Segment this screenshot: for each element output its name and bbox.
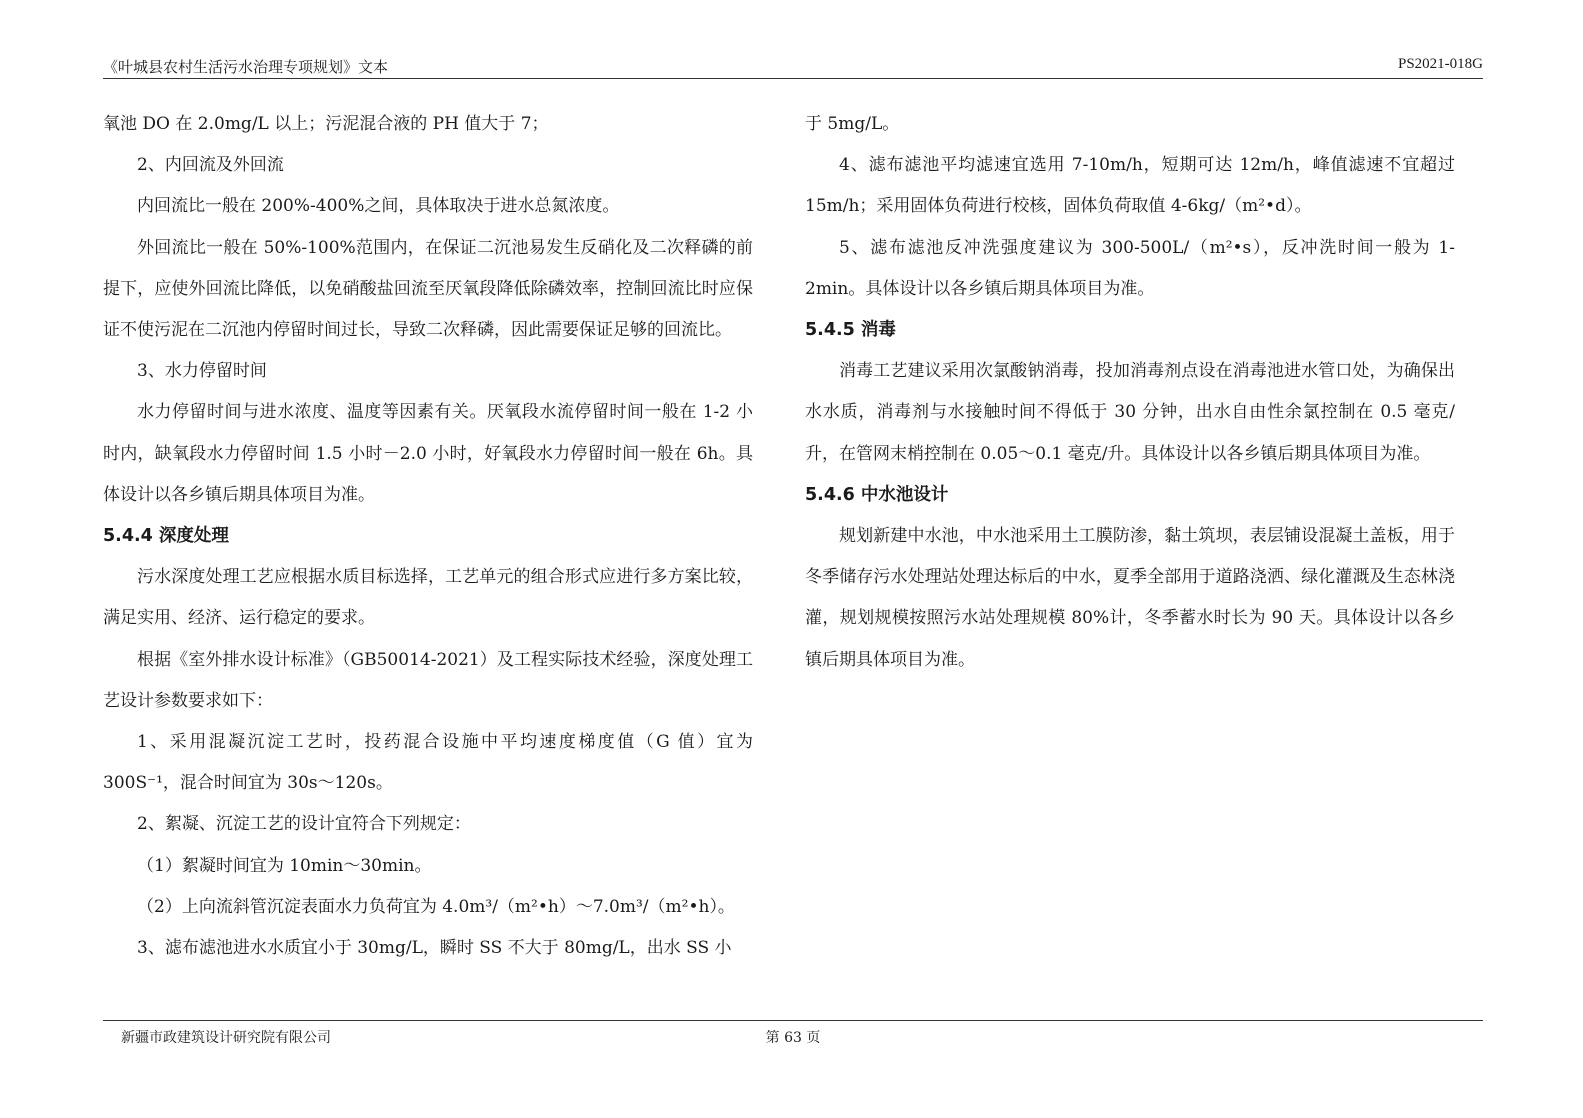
document-code: PS2021-018G (1397, 56, 1483, 72)
body-paragraph: 污水深度处理工艺应根据水质目标选择，工艺单元的组合形式应进行多方案比较，满足实用、经济、运行稳定的要求。 (103, 567, 753, 629)
body-paragraph: 1、采用混凝沉淀工艺时，投药混合设施中平均速度梯度值（G 值）宜为 300S⁻¹，混合时间宜为 30s～120s。 (103, 732, 753, 794)
document-title: 《叶城县农村生活污水治理专项规划》文本 (103, 58, 389, 76)
body-paragraph: 氧池 DO 在 2.0mg/L 以上；污泥混合液的 PH 值大于 7； (103, 114, 549, 134)
body-paragraph: （1）絮凝时间宜为 10min～30min。 (137, 855, 432, 876)
body-paragraph: 外回流比一般在 50%-100%范围内，在保证二沉池易发生反硝化及二次释磷的前提下，应使外回流比降低，以免硝酸盐回流至厌氧段降低除磷效率，控制回流比时应保证不使污泥在二沉池内停留时间过长，导致二次释磷，因此需要保证足够的回流比。 (103, 237, 753, 341)
body-paragraph: 2、内回流及外回流 (137, 155, 284, 176)
body-paragraph: 水力停留时间与进水浓度、温度等因素有关。厌氧段水流停留时间一般在 1-2 小时内，缺氧段水力停留时间 1.5 小时－2.0 小时，好氧段水力停留时间一般在 6h。具体设计以各乡镇后期具体项目为准。 (103, 402, 753, 505)
body-paragraph: 于 5mg/L。 (805, 114, 900, 134)
body-paragraph: 3、滤布滤池进水水质宜小于 30mg/L，瞬时 SS 不大于 80mg/L，出水 SS 小 (137, 938, 732, 959)
body-paragraph: （2）上向流斜管沉淀表面水力负荷宜为 4.0m³/（m²•h）～7.0m³/（m²•h）。 (137, 896, 735, 917)
body-paragraph: 内回流比一般在 200%-400%之间，具体取决于进水总氮浓度。 (137, 196, 620, 217)
page-header (103, 52, 1483, 79)
section-heading: 5.4.5 消毒 (805, 320, 896, 341)
section-heading: 5.4.4 深度处理 (103, 526, 229, 547)
body-paragraph: 3、水力停留时间 (137, 361, 267, 382)
body-paragraph: 4、滤布滤池平均滤速宜选用 7-10m/h，短期可达 12m/h，峰值滤速不宜超过 15m/h；采用固体负荷进行校核，固体负荷取值 4-6kg/（m²•d）。 (805, 155, 1455, 217)
left-column (103, 104, 753, 969)
page-footer (103, 1020, 1483, 1046)
company-name: 新疆市政建筑设计研究院有限公司 (121, 1030, 331, 1046)
body-paragraph: 规划新建中水池，中水池采用土工膜防渗，黏土筑坝，表层铺设混凝土盖板，用于冬季储存污水处理站处理达标后的中水，夏季全部用于道路浇洒、绿化灌溉及生态林浇灌，规划规模按照污水站处理规模 80%计，冬季蓄水时长为 90 天。具体设计以各乡镇后期具体项目为准。 (805, 526, 1455, 670)
section-heading: 5.4.6 中水池设计 (805, 484, 949, 505)
right-column (805, 104, 1455, 681)
body-paragraph: 5、滤布滤池反冲洗强度建议为 300-500L/（m²•s），反冲洗时间一般为 1-2min。具体设计以各乡镇后期具体项目为准。 (805, 237, 1455, 299)
page-number: 第 63 页 (765, 1030, 821, 1046)
body-paragraph: 消毒工艺建议采用次氯酸钠消毒，投加消毒剂点设在消毒池进水管口处，为确保出水水质，消毒剂与水接触时间不得低于 30 分钟，出水自由性余氯控制在 0.5 毫克/升，在管网末梢控制在 0.05～0.1 毫克/升。具体设计以各乡镇后期具体项目为准。 (805, 361, 1455, 464)
body-paragraph: 2、絮凝、沉淀工艺的设计宜符合下列规定： (137, 814, 471, 835)
body-paragraph: 根据《室外排水设计标准》（GB50014-2021）及工程实际技术经验，深度处理工艺设计参数要求如下： (103, 649, 753, 711)
